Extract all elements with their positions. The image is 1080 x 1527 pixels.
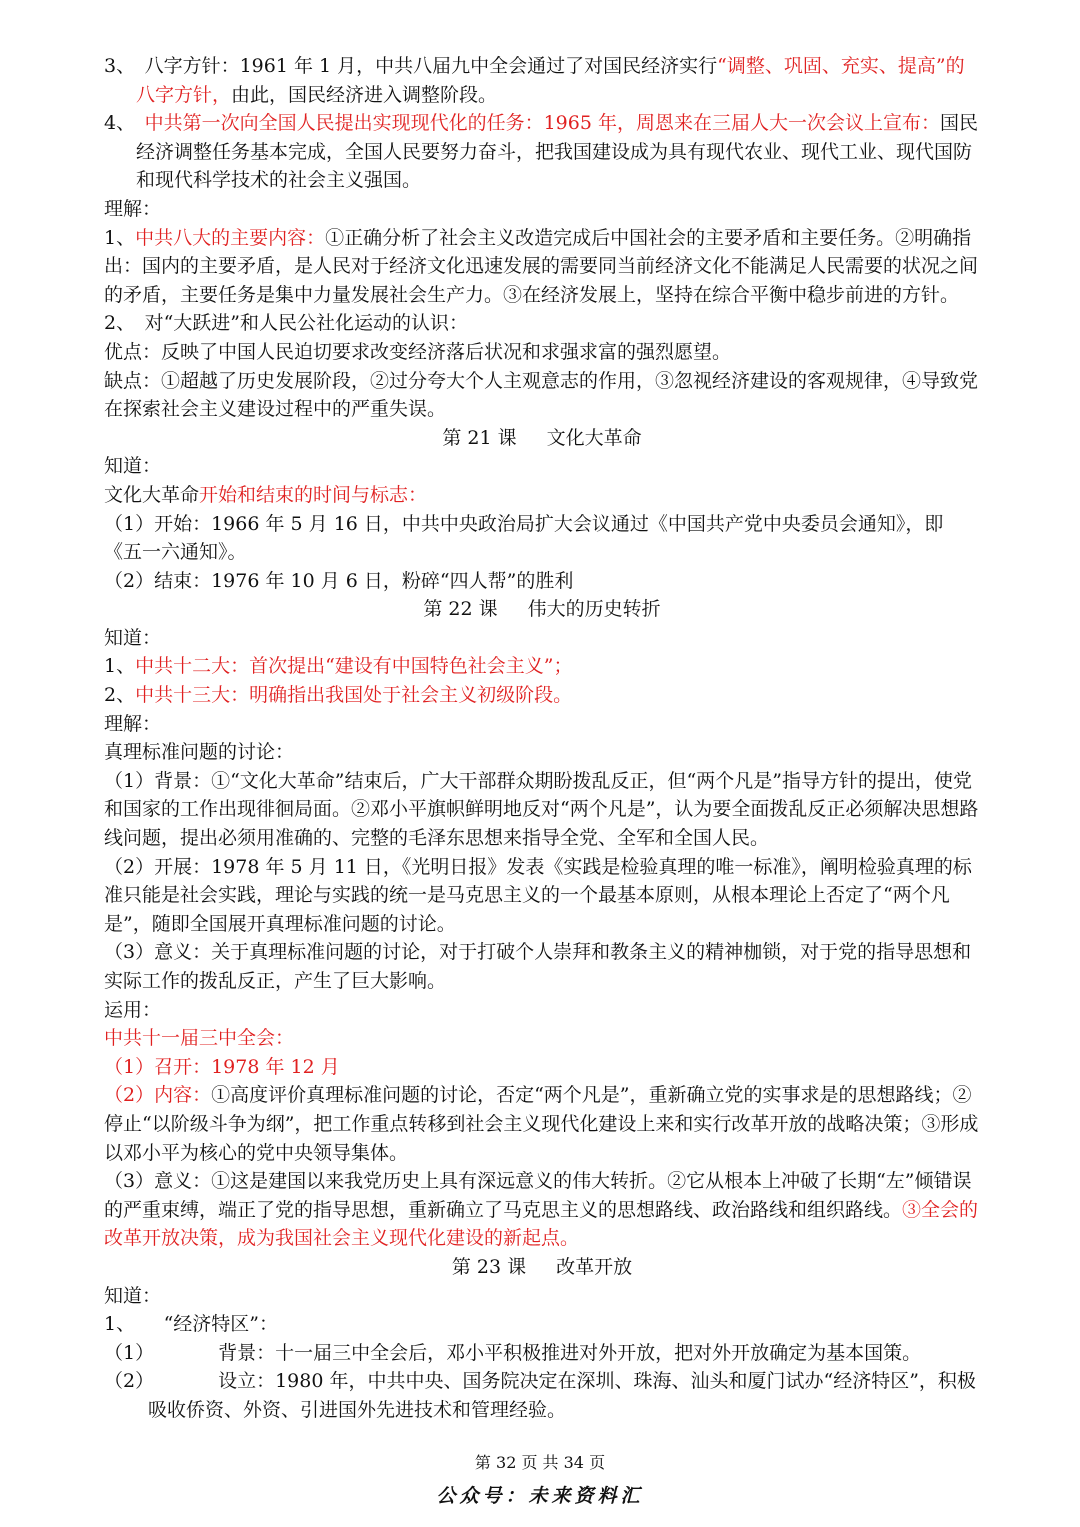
page-footer: 第 32 页 共 34 页 <box>474 1453 606 1472</box>
body-text: （2）结束：1976 年 10 月 6 日，粉碎“四人帮”的胜利 <box>104 569 574 592</box>
paragraph <box>104 1339 980 1368</box>
body-text: （1）开始：1966 年 5 月 16 日，中共中央政治局扩大会议通过《中国共产党中央委员会通知》，即《五一六通知》。 <box>104 512 944 564</box>
paragraph <box>104 1282 980 1311</box>
body-text: （3）意义：关于真理标准问题的讨论，对于打破个人崇拜和教条主义的精神枷锁，对于党的指导思想和实际工作的拨乱反正，产生了巨大影响。 <box>104 941 972 992</box>
highlight-text: “调整、巩固、充实、提高”的八字方针， <box>136 55 965 106</box>
paragraph <box>104 1167 980 1253</box>
highlight-text: 中共第一次向全国人民提出实现现代化的任务：1965 年，周恩来在三届人大一次会议上宣布： <box>144 112 940 135</box>
body-text: 由此，国民经济进入调整阶段。 <box>231 83 498 106</box>
body-text: 知道： <box>104 626 162 649</box>
paragraph <box>104 738 980 767</box>
lesson-heading <box>104 424 980 453</box>
body-text: 理解： <box>104 712 162 735</box>
body-text: （1）背景：①“文化大革命”结束后，广大干部群众期盼拨乱反正，但“两个凡是”指导方针的提出，使党和国家的工作出现徘徊局面。②邓小平旗帜鲜明地反对“两个凡是”，认为要全面拨乱反正必须解决思想路线问题，提出必须用准确的、完整的毛泽东思想来指导全党、全军和全国人民。 <box>104 769 979 850</box>
body-text: 设立：1980 年，中共中央、国务院决定在深圳、珠海、汕头和厦门试办“经济特区”，积极吸收侨资、外资、引进国外先进技术和管理经验。 <box>148 1370 976 1421</box>
lesson-title: 文化大革命 <box>546 426 642 449</box>
paragraph <box>104 767 980 853</box>
paragraph <box>104 1053 980 1082</box>
highlight-text: 开始和结束的时间与标志： <box>199 483 428 506</box>
body-text: （2）开展：1978 年 5 月 11 日，《光明日报》发表《实践是检验真理的唯一标准》，阐明检验真理的标准只能是社会实践，理论与实践的统一是马克思主义的一个最基本原则，从根本理论上否定了“两个凡是”，随即全国展开真理标准问题的讨论。 <box>104 855 972 935</box>
paragraph <box>104 624 980 653</box>
paragraph <box>104 1024 980 1053</box>
paragraph <box>104 567 980 596</box>
highlight-text: （1）召开：1978 年 12 月 <box>104 1055 340 1078</box>
document-body <box>104 52 980 1425</box>
paragraph <box>104 996 980 1025</box>
lesson-title: 改革开放 <box>556 1255 633 1278</box>
paragraph <box>104 938 980 995</box>
brand-watermark: 公众号：未来资料汇 <box>436 1485 644 1507</box>
lesson-title: 伟大的历史转折 <box>527 598 661 621</box>
paragraph <box>104 367 980 424</box>
body-text: 4、 <box>104 112 145 135</box>
paragraph <box>104 452 980 481</box>
highlight-text: ③全会的改革开放决策，成为我国社会主义现代化建设的新起点。 <box>104 1198 979 1250</box>
body-text: 理解： <box>104 197 162 220</box>
lesson-number: 第 22 课 <box>423 598 498 621</box>
body-text: ①正确分析了社会主义改造完成后中国社会的主要矛盾和主要任务。②明确指出：国内的主要矛盾，是人民对于经济文化迅速发展的需要同当前经济文化不能满足人民需要的状况之间的矛盾，主要任务是集中力量发展社会生产力。③在经济发展上，坚持在综合平衡中稳步前进的方针。 <box>104 226 979 306</box>
body-text: 国民经济调整任务基本完成，全国人民要努力奋斗，把我国建设成为具有现代农业、现代工业、现代国防和现代科学技术的社会主义强国。 <box>136 112 979 192</box>
paragraph <box>104 853 980 939</box>
body-text: 1、 <box>104 226 136 249</box>
body-text: 3、 八字方针：1961 年 1 月，中共八届九中全会通过了对国民经济实行 <box>104 55 718 77</box>
body-text: 真理标准问题的讨论： <box>104 741 295 764</box>
lesson-heading <box>104 1253 980 1282</box>
paragraph <box>104 1310 980 1339</box>
paragraph <box>104 309 980 338</box>
highlight-text: 中共十一届三中全会： <box>104 1027 295 1050</box>
paragraph <box>104 224 980 310</box>
paragraph <box>104 338 980 367</box>
lesson-heading <box>104 595 980 624</box>
paragraph <box>104 52 980 109</box>
body-text: 1、 “经济特区”： <box>104 1313 279 1336</box>
body-text: （1） <box>104 1341 155 1364</box>
body-text: 文化大革命 <box>104 483 200 506</box>
body-text: 知道： <box>104 455 162 478</box>
paragraph <box>104 109 980 195</box>
body-text: 背景：十一届三中全会后，邓小平积极推进对外开放，把对外开放确定为基本国策。 <box>218 1341 922 1364</box>
body-text: （2） <box>104 1370 155 1393</box>
highlight-text: 中共十三大：明确指出我国处于社会主义初级阶段。 <box>135 684 573 707</box>
highlight-text: （2）内容： <box>104 1084 212 1107</box>
body-text: 优点：反映了中国人民迫切要求改变经济落后状况和求强求富的强烈愿望。 <box>104 340 732 363</box>
lesson-number: 第 23 课 <box>451 1255 527 1278</box>
paragraph <box>104 710 980 739</box>
body-text: 缺点：①超越了历史发展阶段，②过分夸大个人主观意志的作用，③忽视经济建设的客观规律，④导致党在探索社会主义建设过程中的严重失误。 <box>104 369 979 421</box>
body-text: 1、 <box>104 655 136 678</box>
paragraph <box>104 681 980 710</box>
body-text: （3）意义：①这是建国以来我党历史上具有深远意义的伟大转折。②它从根本上冲破了长期“左”倾错误的严重束缚，端正了党的指导思想，重新确立了马克思主义的思想路线、政治路线和组织路线。 <box>104 1170 972 1221</box>
paragraph <box>104 481 980 510</box>
paragraph <box>104 195 980 224</box>
body-text: 运用： <box>104 998 162 1021</box>
body-text: 2、 <box>104 684 136 707</box>
body-text: 知道： <box>104 1284 162 1307</box>
paragraph <box>104 1081 980 1167</box>
highlight-text: 中共八大的主要内容： <box>135 226 326 249</box>
paragraph <box>104 510 980 567</box>
paragraph <box>104 652 980 681</box>
highlight-text: 中共十二大：首次提出“建设有中国特色社会主义”； <box>135 655 573 678</box>
paragraph <box>104 1367 980 1424</box>
body-text: 2、 对“大跃进”和人民公社化运动的认识： <box>104 312 469 335</box>
body-text: ①高度评价真理标准问题的讨论，否定“两个凡是”，重新确立党的实事求是的思想路线；②停止“以阶级斗争为纲”，把工作重点转移到社会主义现代化建设上来和实行改革开放的战略决策；③形成以邓小平为核心的党中央领导集体。 <box>104 1084 979 1164</box>
lesson-number: 第 21 课 <box>442 426 517 449</box>
